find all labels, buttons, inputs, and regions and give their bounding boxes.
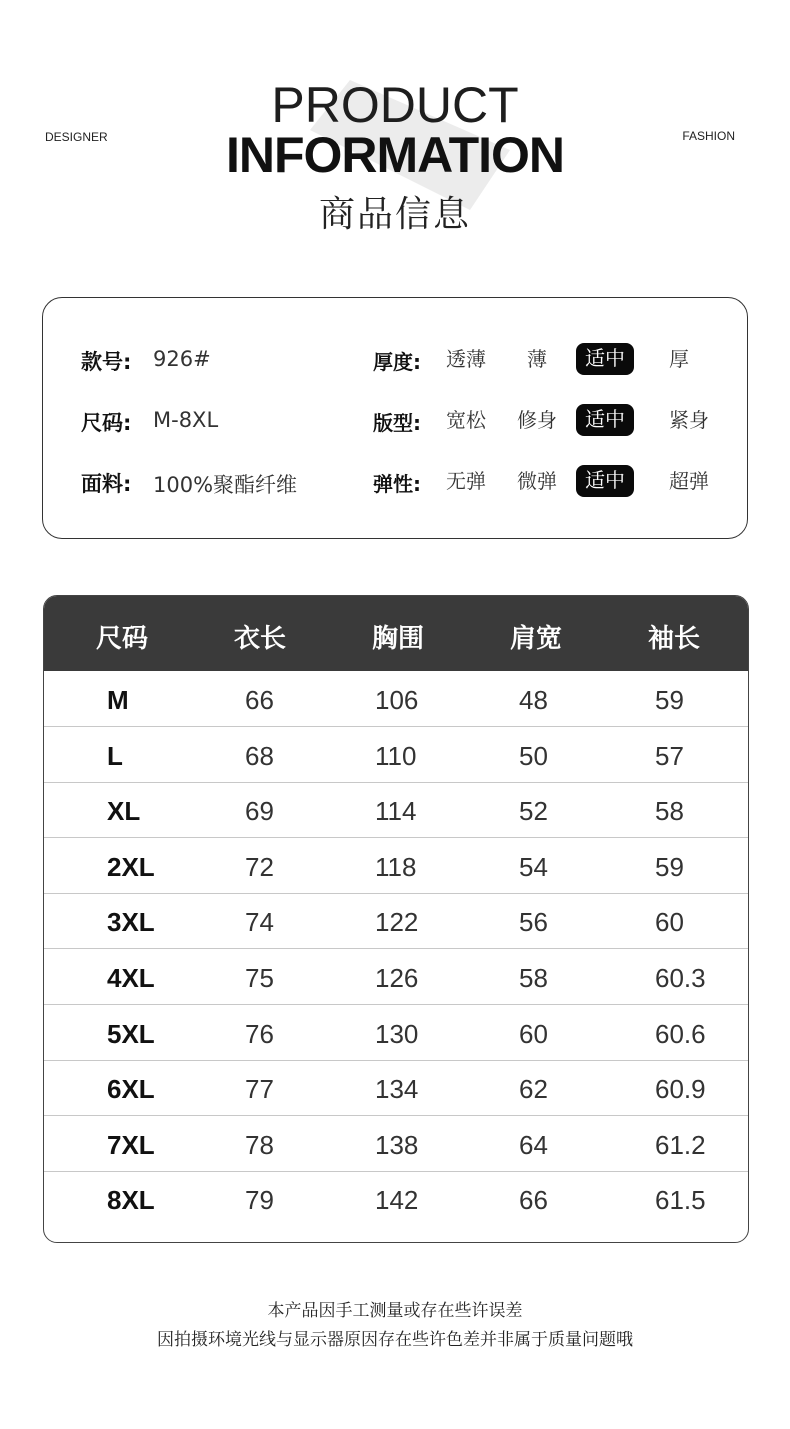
option-elasticity-selected: 适中 [576,465,634,497]
cell-measurement: 61.2 [655,1129,706,1160]
info-label: 尺码: [81,411,132,435]
cell-measurement: 50 [519,740,548,771]
cell-measurement: 142 [375,1185,419,1216]
info-value: 100%聚酯纤维 [153,473,298,497]
cell-measurement: 59 [655,685,684,715]
header-sleeve: 袖长 [647,624,700,654]
fashion-tag: FASHION [682,129,735,143]
option-fit-0: 宽松 [446,408,486,432]
cell-size: 7XL [107,1129,155,1160]
cell-measurement: 48 [519,685,548,715]
attr-label-fit: 版型: [373,411,421,435]
attr-label-thickness: 厚度: [373,350,421,374]
option-thickness-1: 薄 [527,347,547,371]
designer-tag: DESIGNER [45,130,108,144]
info-row-style [43,338,747,378]
cell-size: 4XL [107,963,155,993]
option-thickness-selected: 适中 [576,343,634,375]
size-table [43,595,749,1243]
info-label: 面料: [81,472,132,496]
cell-size: 6XL [107,1074,155,1105]
cell-size: XL [107,796,141,827]
cell-measurement: 60.3 [655,963,706,993]
cell-measurement: 76 [245,1018,274,1049]
cell-measurement: 138 [375,1129,419,1160]
cell-measurement: 66 [245,685,274,715]
header-size: 尺码 [95,624,148,654]
cell-measurement: 62 [519,1074,548,1105]
cell-measurement: 106 [375,685,419,715]
option-elasticity-1: 微弹 [517,469,557,493]
footer-note-1: 本产品因手工测量或存在些许误差 [267,1301,523,1321]
info-value: 926# [153,347,211,371]
cell-measurement: 69 [245,796,274,827]
title-chinese: 商品信息 [318,194,471,235]
table-row [44,949,748,1005]
cell-size: 3XL [107,907,155,938]
option-fit-selected: 适中 [576,404,634,436]
option-elasticity-3: 超弹 [669,469,709,493]
cell-measurement: 79 [245,1185,274,1216]
cell-measurement: 64 [519,1129,548,1160]
cell-size: L [107,740,123,771]
cell-measurement: 118 [375,851,417,882]
cell-measurement: 78 [245,1129,274,1160]
cell-measurement: 75 [245,963,274,993]
cell-measurement: 58 [655,796,684,827]
cell-measurement: 74 [245,907,274,938]
cell-measurement: 77 [245,1074,274,1105]
cell-measurement: 52 [519,796,548,827]
header-chest: 胸围 [371,624,424,654]
header [0,0,790,260]
cell-measurement: 114 [375,796,417,827]
cell-measurement: 134 [375,1074,419,1105]
cell-measurement: 57 [655,740,684,771]
cell-measurement: 60 [655,907,684,938]
title-product: PRODUCT [271,77,519,133]
cell-size: 8XL [107,1185,155,1216]
cell-measurement: 56 [519,907,548,938]
product-info-card [42,297,748,539]
attr-label-elasticity: 弹性: [373,472,421,496]
cell-measurement: 60.9 [655,1074,706,1105]
table-row [44,1171,748,1227]
cell-measurement: 122 [375,907,419,938]
cell-measurement: 58 [519,963,548,993]
cell-measurement: 110 [375,740,417,771]
table-row [44,727,748,783]
footer-note-2: 因拍摄环境光线与显示器原因存在些许色差并非属于质量问题哦 [157,1330,633,1350]
cell-measurement: 54 [519,851,548,882]
table-row [44,671,748,727]
cell-size: M [107,685,129,715]
cell-measurement: 72 [245,851,274,882]
cell-measurement: 59 [655,851,684,882]
table-row [44,1005,748,1061]
table-row [44,782,748,838]
cell-measurement: 61.5 [655,1185,706,1216]
info-label: 款号: [81,350,132,374]
table-row [44,1116,748,1172]
cell-measurement: 66 [519,1185,548,1216]
option-thickness-0: 透薄 [446,347,486,371]
header-shoulder: 肩宽 [509,624,562,654]
table-row [44,893,748,949]
option-fit-3: 紧身 [669,408,709,432]
title-information: INFORMATION [225,127,565,183]
table-row [44,838,748,894]
option-thickness-3: 厚 [669,347,689,371]
cell-measurement: 60 [519,1018,548,1049]
table-row [44,1060,748,1116]
cell-measurement: 68 [245,740,274,771]
cell-measurement: 130 [375,1018,419,1049]
info-row-size [43,399,747,439]
option-fit-1: 修身 [517,408,557,432]
cell-size: 5XL [107,1018,155,1049]
cell-measurement: 60.6 [655,1018,706,1049]
option-elasticity-0: 无弹 [446,469,486,493]
table-header [44,596,748,671]
info-value: M-8XL [153,408,219,432]
info-row-fabric [43,460,747,500]
cell-size: 2XL [107,851,155,882]
cell-measurement: 126 [375,963,419,993]
header-length: 衣长 [233,624,286,654]
